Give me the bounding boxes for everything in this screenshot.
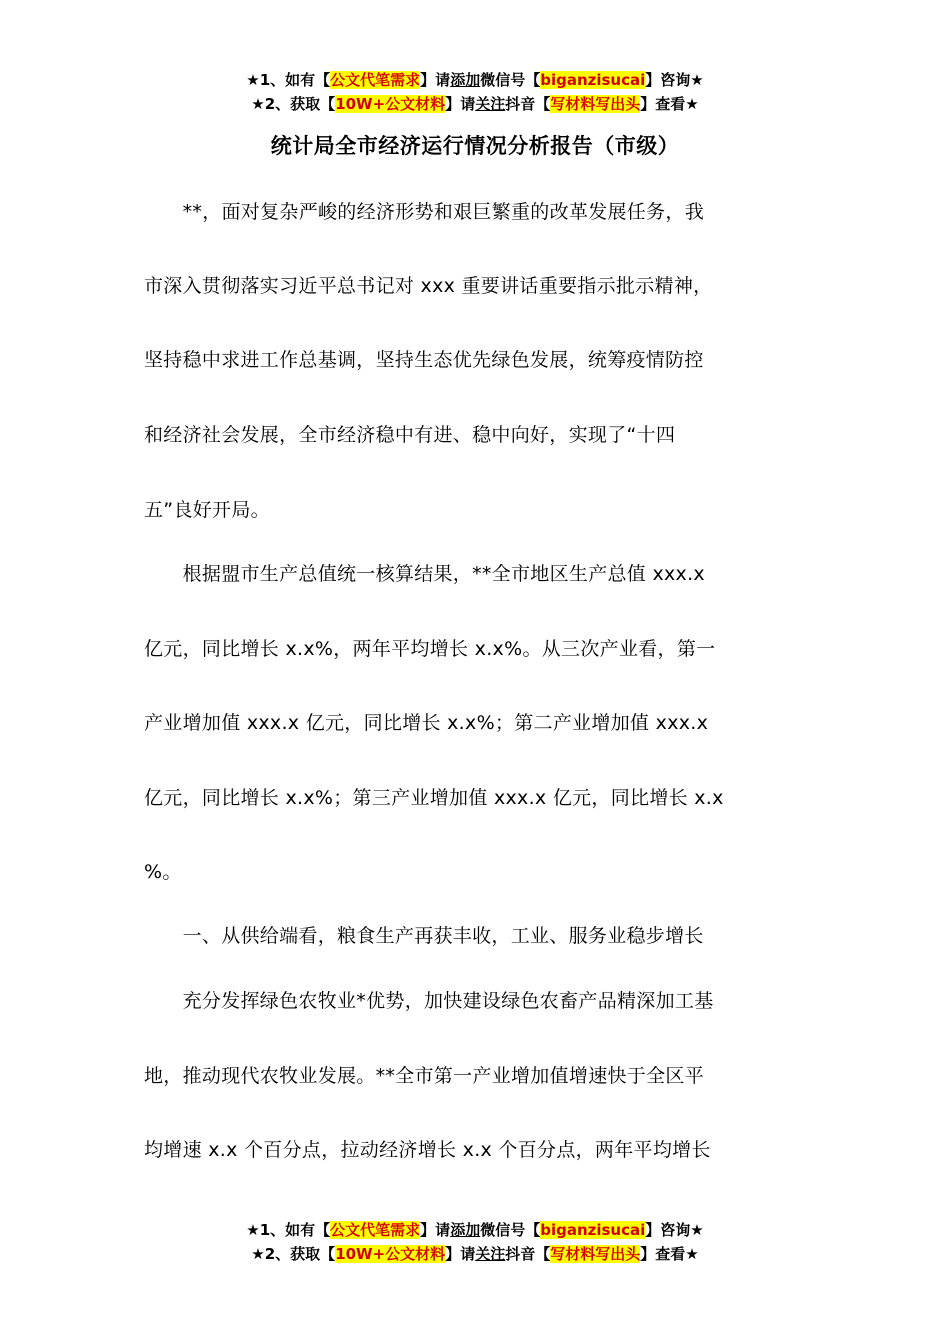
highlight-service: 公文代笔需求 bbox=[330, 71, 421, 89]
document-title: 统计局全市经济运行情况分析报告（市级） bbox=[270, 134, 680, 158]
header-banner bbox=[0, 68, 950, 116]
text-line: 充分发挥绿色农牧业*优势，加快建设绿色农畜产品精深加工基 bbox=[144, 990, 714, 1012]
highlight-douyin: 写材料写出头 bbox=[550, 1245, 641, 1263]
text-line: **，面对复杂严峻的经济形势和艰巨繁重的改革发展任务，我 bbox=[144, 201, 705, 223]
highlight-materials: 10W+公文材料 bbox=[335, 95, 446, 113]
text-line: 亿元，同比增长 x.x%，两年平均增长 x.x%。从三次产业看，第一 bbox=[144, 638, 716, 660]
text-line: 产业增加值 xxx.x 亿元，同比增长 x.x%；第二产业增加值 xxx.x bbox=[144, 712, 709, 734]
text-line: 根据盟市生产总值统一核算结果，**全市地区生产总值 xxx.x bbox=[144, 563, 705, 585]
highlight-materials: 10W+公文材料 bbox=[335, 1245, 446, 1263]
text-line: 和经济社会发展，全市经济稳中有进、稳中向好，实现了“十四 bbox=[144, 424, 676, 446]
highlight-wechat-id: biganzisucai bbox=[540, 71, 646, 89]
text-line: 亿元，同比增长 x.x%；第三产业增加值 xxx.x 亿元，同比增长 x.x bbox=[144, 787, 724, 809]
highlight-service: 公文代笔需求 bbox=[330, 1221, 421, 1239]
banner-line-2: ★2、获取【10W+公文材料】请关注抖音【写材料写出头】查看★ bbox=[251, 1245, 699, 1263]
text-line: 坚持稳中求进工作总基调，坚持生态优先绿色发展，统筹疫情防控 bbox=[144, 349, 704, 371]
banner-line-1: ★1、如有【公文代笔需求】请添加微信号【biganzisucai】咨询★ bbox=[246, 1221, 704, 1239]
section-heading: 一、从供给端看，粮食生产再获丰收，工业、服务业稳步增长 bbox=[144, 925, 704, 947]
footer-banner bbox=[0, 1218, 950, 1266]
banner-line-2: ★2、获取【10W+公文材料】请关注抖音【写材料写出头】查看★ bbox=[251, 95, 699, 113]
text-line: 市深入贯彻落实习近平总书记对 xxx 重要讲话重要指示批示精神， bbox=[144, 275, 713, 297]
highlight-douyin: 写材料写出头 bbox=[550, 95, 641, 113]
text-line: 均增速 x.x 个百分点，拉动经济增长 x.x 个百分点，两年平均增长 bbox=[144, 1139, 711, 1161]
text-line: 地，推动现代农牧业发展。**全市第一产业增加值增速快于全区平 bbox=[144, 1065, 705, 1087]
highlight-wechat-id: biganzisucai bbox=[540, 1221, 646, 1239]
text-line: %。 bbox=[144, 861, 182, 883]
text-line: 五”良好开局。 bbox=[144, 499, 270, 521]
banner-line-1: ★1、如有【公文代笔需求】请添加微信号【biganzisucai】咨询★ bbox=[246, 71, 704, 89]
